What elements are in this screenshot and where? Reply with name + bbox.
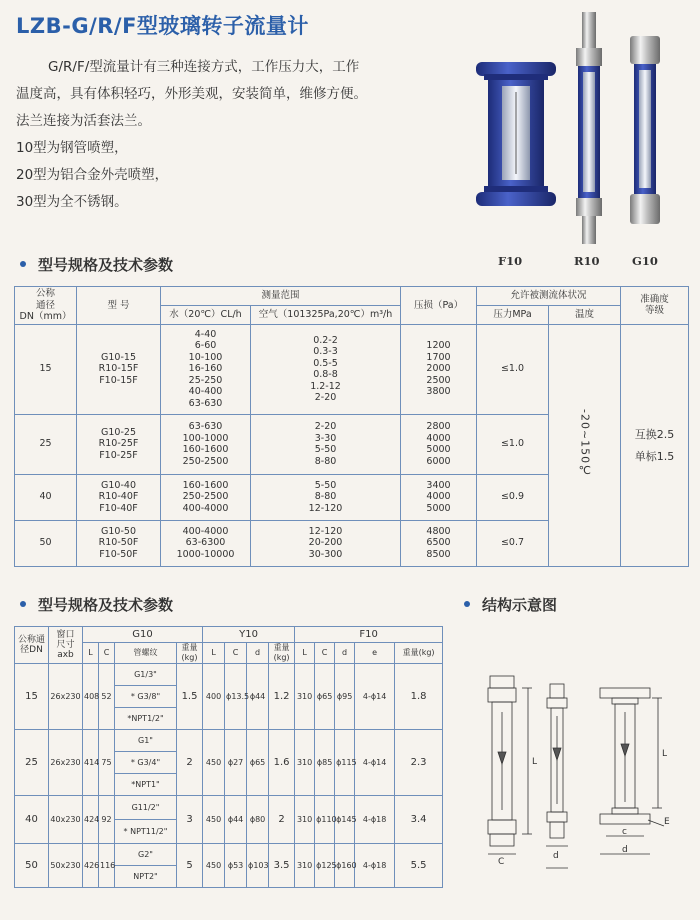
cell-f-c: ϕ125 bbox=[315, 844, 335, 888]
cell-thread: G1/3" bbox=[115, 664, 177, 686]
cell-temp bbox=[549, 324, 621, 566]
header-c: C bbox=[225, 643, 247, 664]
header-d: d bbox=[335, 643, 355, 664]
header-g10: G10 bbox=[83, 627, 203, 643]
cell-model: G10-50 R10-50F F10-50F bbox=[77, 520, 161, 566]
cell-y-d: ϕ103 bbox=[247, 844, 269, 888]
cell-g-c: 52 bbox=[99, 664, 115, 730]
product-photos bbox=[470, 8, 690, 270]
cell-loss: 4800 6500 8500 bbox=[401, 520, 477, 566]
cell-dn: 15 bbox=[15, 664, 49, 730]
intro-line: G/R/F/型流量计有三种连接方式，工作压力大，工作 bbox=[48, 59, 360, 75]
diagram-label-c1: C bbox=[498, 857, 505, 867]
product-label-g10: G10 bbox=[632, 254, 658, 268]
cell-window: 50x230 bbox=[49, 844, 83, 888]
table-row bbox=[15, 664, 443, 686]
intro-line: 温度高，具有体积轻巧，外形美观，安装简单，维修方便。 bbox=[16, 86, 367, 102]
cell-dn: 25 bbox=[15, 414, 77, 474]
header-water: 水（20℃）CL/h bbox=[161, 305, 251, 324]
header-temp: 温度 bbox=[549, 305, 621, 324]
cell-f-d: ϕ95 bbox=[335, 664, 355, 730]
header-l: L bbox=[203, 643, 225, 664]
cell-y-l: 450 bbox=[203, 844, 225, 888]
cell-f-l: 310 bbox=[295, 844, 315, 888]
cell-g-l: 408 bbox=[83, 664, 99, 730]
cell-air: 2-20 3-30 5-50 8-80 bbox=[251, 414, 401, 474]
intro-line: 10型为钢管喷塑， bbox=[16, 140, 128, 156]
cell-f-weight: 3.4 bbox=[395, 796, 443, 844]
cell-y-l: 450 bbox=[203, 730, 225, 796]
cell-dn: 40 bbox=[15, 474, 77, 520]
cell-pressure: ≤0.7 bbox=[477, 520, 549, 566]
structure-drawing bbox=[452, 632, 692, 882]
g-type-drawing bbox=[488, 676, 532, 854]
diagram-label-c2: c bbox=[622, 827, 627, 837]
cell-y-l: 400 bbox=[203, 664, 225, 730]
cell-g-c: 92 bbox=[99, 796, 115, 844]
diagram-label-d1: d bbox=[553, 851, 559, 861]
cell-f-c: ϕ110 bbox=[315, 796, 335, 844]
page-title: LZB-G/R/F型玻璃转子流量计 bbox=[16, 14, 309, 38]
cell-dn: 15 bbox=[15, 324, 77, 414]
header-air: 空气（101325Pa,20℃）m³/h bbox=[251, 305, 401, 324]
diagram-label-e: E bbox=[664, 817, 670, 827]
cell-loss: 3400 4000 5000 bbox=[401, 474, 477, 520]
cell-g-l: 414 bbox=[83, 730, 99, 796]
cell-f-d: ϕ160 bbox=[335, 844, 355, 888]
cell-y-c: ϕ27 bbox=[225, 730, 247, 796]
header-model: 型 号 bbox=[77, 287, 161, 325]
y-type-drawing bbox=[546, 684, 568, 868]
cell-f-l: 310 bbox=[295, 730, 315, 796]
cell-air: 0.2-2 0.3-3 0.5-5 0.8-8 1.2-12 2-20 bbox=[251, 324, 401, 414]
cell-dn: 40 bbox=[15, 796, 49, 844]
diagram-label-l2: L bbox=[662, 749, 668, 759]
cell-y-c: ϕ13.5 bbox=[225, 664, 247, 730]
cell-thread: * G3/4" bbox=[115, 752, 177, 774]
cell-g-l: 424 bbox=[83, 796, 99, 844]
section-title-specs bbox=[20, 254, 173, 275]
cell-thread: *NPT1/2" bbox=[115, 708, 177, 730]
cell-f-weight: 2.3 bbox=[395, 730, 443, 796]
intro-line: 法兰连接为活套法兰。 bbox=[16, 113, 151, 129]
cell-f-c: ϕ65 bbox=[315, 664, 335, 730]
table-row bbox=[15, 324, 689, 414]
cell-g-c: 75 bbox=[99, 730, 115, 796]
cell-thread: * G3/8" bbox=[115, 686, 177, 708]
cell-f-c: ϕ85 bbox=[315, 730, 335, 796]
cell-thread: * NPT11/2" bbox=[115, 820, 177, 844]
section-title-text: 型号规格及技术参数 bbox=[38, 596, 174, 614]
table-row bbox=[15, 796, 443, 820]
flowmeter-illustrations bbox=[470, 8, 690, 248]
header-fluid: 允许被测流体状况 bbox=[477, 287, 621, 306]
section-title-text: 结构示意图 bbox=[482, 596, 558, 614]
product-label-r10: R10 bbox=[574, 254, 600, 268]
spec-table-2 bbox=[14, 626, 443, 888]
section-title-text: 型号规格及技术参数 bbox=[38, 256, 174, 274]
bullet-icon bbox=[20, 601, 26, 607]
cell-y-weight: 3.5 bbox=[269, 844, 295, 888]
header-thread: 管螺纹 bbox=[115, 643, 177, 664]
cell-window: 26x230 bbox=[49, 664, 83, 730]
header-f10: F10 bbox=[295, 627, 443, 643]
cell-window: 26x230 bbox=[49, 730, 83, 796]
cell-thread: G11/2" bbox=[115, 796, 177, 820]
cell-y-weight: 2 bbox=[269, 796, 295, 844]
cell-dn: 50 bbox=[15, 844, 49, 888]
cell-y-c: ϕ44 bbox=[225, 796, 247, 844]
header-weight: 重量(kg) bbox=[269, 643, 295, 664]
cell-y-d: ϕ65 bbox=[247, 730, 269, 796]
cell-g-weight: 2 bbox=[177, 730, 203, 796]
cell-g-weight: 5 bbox=[177, 844, 203, 888]
header-weight: 重量(kg) bbox=[177, 643, 203, 664]
cell-y-weight: 1.6 bbox=[269, 730, 295, 796]
cell-y-d: ϕ80 bbox=[247, 796, 269, 844]
cell-y-d: ϕ44 bbox=[247, 664, 269, 730]
cell-dn: 50 bbox=[15, 520, 77, 566]
cell-thread: *NPT1" bbox=[115, 774, 177, 796]
header-pressure: 压力MPa bbox=[477, 305, 549, 324]
cell-water: 63-630 100-1000 160-1600 250-2500 bbox=[161, 414, 251, 474]
cell-f-e: 4-ϕ14 bbox=[355, 730, 395, 796]
cell-thread: NPT2" bbox=[115, 866, 177, 888]
cell-thread: G2" bbox=[115, 844, 177, 866]
cell-g-l: 426 bbox=[83, 844, 99, 888]
f-type-drawing bbox=[600, 688, 664, 854]
table-row bbox=[15, 844, 443, 866]
cell-thread: G1" bbox=[115, 730, 177, 752]
header-dn: 公称通 径DN bbox=[15, 627, 49, 664]
header-e: e bbox=[355, 643, 395, 664]
product-label-f10: F10 bbox=[498, 254, 523, 268]
intro-text bbox=[16, 54, 446, 216]
cell-pressure: ≤1.0 bbox=[477, 414, 549, 474]
cell-model: G10-40 R10-40F F10-40F bbox=[77, 474, 161, 520]
cell-loss: 2800 4000 5000 6000 bbox=[401, 414, 477, 474]
cell-water: 160-1600 250-2500 400-4000 bbox=[161, 474, 251, 520]
r10-flowmeter bbox=[576, 12, 602, 244]
bullet-icon bbox=[20, 261, 26, 267]
header-range: 测量范围 bbox=[161, 287, 401, 306]
header-accuracy: 准确度 等级 bbox=[621, 287, 689, 325]
diagram-label-l1: L bbox=[532, 757, 538, 767]
header-c: C bbox=[315, 643, 335, 664]
cell-loss: 1200 1700 2000 2500 3800 bbox=[401, 324, 477, 414]
cell-y-c: ϕ53 bbox=[225, 844, 247, 888]
cell-f-d: ϕ115 bbox=[335, 730, 355, 796]
cell-y-weight: 1.2 bbox=[269, 664, 295, 730]
cell-dn: 25 bbox=[15, 730, 49, 796]
temp-value: -20~150℃ bbox=[578, 408, 592, 478]
cell-pressure: ≤1.0 bbox=[477, 324, 549, 414]
cell-f-d: ϕ145 bbox=[335, 796, 355, 844]
cell-f-l: 310 bbox=[295, 796, 315, 844]
header-weight: 重量(kg) bbox=[395, 643, 443, 664]
spec-table-1 bbox=[14, 286, 689, 567]
cell-g-c: 116 bbox=[99, 844, 115, 888]
cell-f-l: 310 bbox=[295, 664, 315, 730]
cell-air: 12-120 20-200 30-300 bbox=[251, 520, 401, 566]
cell-pressure: ≤0.9 bbox=[477, 474, 549, 520]
header-l: L bbox=[83, 643, 99, 664]
table-row bbox=[15, 730, 443, 752]
diagram-label-d2: d bbox=[622, 845, 628, 855]
cell-y-l: 450 bbox=[203, 796, 225, 844]
header-l: L bbox=[295, 643, 315, 664]
header-dn: 公称 通径 DN（mm） bbox=[15, 287, 77, 325]
section-title-structure bbox=[464, 594, 557, 615]
cell-model: G10-15 R10-15F F10-15F bbox=[77, 324, 161, 414]
f10-flowmeter bbox=[476, 62, 556, 206]
cell-water: 4-40 6-60 10-100 16-160 25-250 40-400 63-630 bbox=[161, 324, 251, 414]
header-c: C bbox=[99, 643, 115, 664]
cell-g-weight: 1.5 bbox=[177, 664, 203, 730]
cell-f-weight: 1.8 bbox=[395, 664, 443, 730]
cell-g-weight: 3 bbox=[177, 796, 203, 844]
bullet-icon bbox=[464, 601, 470, 607]
cell-f-weight: 5.5 bbox=[395, 844, 443, 888]
section-title-specs-2 bbox=[20, 594, 173, 615]
header-d: d bbox=[247, 643, 269, 664]
cell-air: 5-50 8-80 12-120 bbox=[251, 474, 401, 520]
cell-window: 40x230 bbox=[49, 796, 83, 844]
header-y10: Y10 bbox=[203, 627, 295, 643]
header-window: 窗口 尺寸 axb bbox=[49, 627, 83, 664]
cell-f-e: 4-ϕ14 bbox=[355, 664, 395, 730]
g10-flowmeter bbox=[630, 36, 660, 224]
cell-water: 400-4000 63-6300 1000-10000 bbox=[161, 520, 251, 566]
cell-f-e: 4-ϕ18 bbox=[355, 796, 395, 844]
structure-diagram bbox=[452, 632, 692, 882]
cell-accuracy: 互换2.5 单标1.5 bbox=[621, 324, 689, 566]
header-loss: 压损（Pa） bbox=[401, 287, 477, 325]
intro-line: 30型为全不锈钢。 bbox=[16, 194, 128, 210]
cell-model: G10-25 R10-25F F10-25F bbox=[77, 414, 161, 474]
cell-f-e: 4-ϕ18 bbox=[355, 844, 395, 888]
intro-line: 20型为铝合金外壳喷塑， bbox=[16, 167, 169, 183]
